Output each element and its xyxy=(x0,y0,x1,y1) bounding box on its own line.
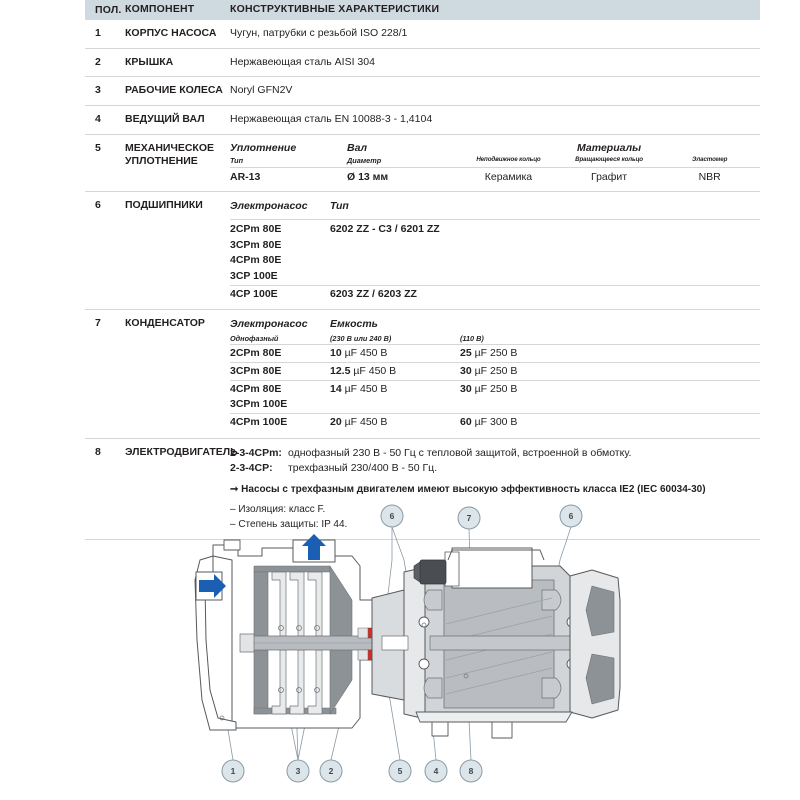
bearings-type-value: 6202 ZZ - C3 / 6201 ZZ xyxy=(330,219,760,285)
capacitor-230v-value xyxy=(330,345,460,363)
table-row-bearings xyxy=(85,192,760,310)
capacitor-230v-number: 14 xyxy=(330,382,342,395)
callout-bottom-8 xyxy=(460,760,482,782)
pump-cross-section-drawing xyxy=(0,485,800,800)
motor-line-2 xyxy=(230,461,760,476)
seal-col-seal: Уплотнение xyxy=(230,141,297,154)
capacitor-model: 4CPm 100E xyxy=(230,413,330,430)
capacitor-230v-number: 20 xyxy=(330,415,342,428)
capacitor-model: 4CPm 80E xyxy=(230,380,330,397)
motor-text-1phase: однофазный 230 В - 50 Гц с тепловой защитой, встроенной в обмотку. xyxy=(288,446,632,459)
capacitor-110v-value xyxy=(460,413,760,430)
capacitor-col-pump: Электронасос xyxy=(230,318,308,331)
table-row xyxy=(85,106,760,135)
motor-assembly xyxy=(414,548,620,738)
row-desc: Noryl GFN2V xyxy=(230,84,293,97)
callout-label: 6 xyxy=(568,511,574,521)
row-pos: 6 xyxy=(95,199,101,212)
callout-top-6b xyxy=(560,505,582,527)
row-desc: Нержавеющая сталь AISI 304 xyxy=(230,55,375,68)
capacitor-230v-number: 10 xyxy=(330,347,342,360)
motor-protection: – Степень защиты: IP 44. xyxy=(230,519,348,531)
capacitor-110v-number: 25 xyxy=(460,347,472,360)
seal-col-shaft: Вал xyxy=(346,141,368,154)
table-row xyxy=(85,49,760,78)
row-pos: 4 xyxy=(95,112,101,125)
row-pos: 3 xyxy=(95,84,101,97)
motor-bracket xyxy=(372,566,430,720)
seal-sub-elastomer: Эластомер xyxy=(692,156,728,164)
row-component: РАБОЧИЕ КОЛЕСА xyxy=(125,84,223,97)
bearings-subtable xyxy=(230,199,760,302)
callout-label: 2 xyxy=(328,766,334,776)
capacitor-model: 3CPm 80E xyxy=(230,362,330,380)
row-desc: Нержавеющая сталь EN 10088-3 - 1,4104 xyxy=(230,112,433,125)
seal-value-fixed: Керамика xyxy=(484,170,533,183)
row-component: ПОДШИПНИКИ xyxy=(125,199,203,212)
seal-sub-type: Тип xyxy=(230,156,244,166)
capacitor-110v-value xyxy=(460,345,760,363)
table-row xyxy=(85,77,760,106)
callout-bottom-3 xyxy=(287,760,309,782)
row-component: КОРПУС НАСОСА xyxy=(125,27,217,39)
seal-col-materials: Материалы xyxy=(577,141,642,154)
bearings-type-value: 6203 ZZ / 6203 ZZ xyxy=(330,285,760,302)
capacitor-110v-value xyxy=(460,380,760,413)
capacitor-230v-unit: µF 450 В xyxy=(341,382,388,395)
row-pos: 5 xyxy=(95,141,101,154)
seal-value-rotating: Графит xyxy=(590,170,628,183)
seal-sub-rotating-ring: Вращающееся кольцо xyxy=(575,156,643,164)
row-pos: 8 xyxy=(95,445,101,458)
capacitor-110v-number: 30 xyxy=(460,382,472,395)
bearings-model: 4CP 100E xyxy=(230,285,330,302)
callout-bottom-4 xyxy=(425,760,447,782)
capacitor-sub-phase: Однофазный xyxy=(230,333,279,343)
capacitor-110v-number: 60 xyxy=(460,415,472,428)
capacitor-110v-unit: µF 250 В xyxy=(471,382,518,395)
row-component: ВЕДУЩИЙ ВАЛ xyxy=(125,112,205,125)
callout-label: 7 xyxy=(466,513,472,523)
capacitor-sub-110v: (110 В) xyxy=(460,333,484,343)
specifications-table xyxy=(85,0,760,540)
row-component: МЕХАНИЧЕСКОЕ УПЛОТНЕНИЕ xyxy=(125,141,215,167)
motor-line-1 xyxy=(230,446,760,461)
capacitor-110v-unit: µF 300 В xyxy=(471,415,518,428)
row-component: КОНДЕНСАТОР xyxy=(125,317,205,330)
seal-subtable xyxy=(230,142,760,185)
bearings-model: 2CPm 80E xyxy=(230,219,330,237)
capacitor-230v-unit: µF 450 В xyxy=(350,364,397,377)
callout-label: 1 xyxy=(230,766,236,776)
table-row-capacitor xyxy=(85,310,760,438)
drawing-body xyxy=(195,527,620,760)
row-pos: 7 xyxy=(95,317,101,330)
capacitor-230v-value xyxy=(330,380,460,413)
callout-top-6a xyxy=(381,505,403,527)
capacitor-model: 2CPm 80E xyxy=(230,345,330,363)
motor-text-3phase: трехфазный 230/400 В - 50 Гц. xyxy=(288,461,438,474)
bearings-model: 4CPm 80E xyxy=(230,254,282,267)
row-component: КРЫШКА xyxy=(125,55,174,68)
bearings-col-pump: Электронасос xyxy=(230,200,308,213)
callout-label: 4 xyxy=(433,766,439,776)
callout-label: 5 xyxy=(397,766,403,776)
callout-label: 3 xyxy=(295,766,301,776)
capacitor-230v-number: 12.5 xyxy=(330,364,351,377)
seal-sub-fixed-ring: Неподвижное кольцо xyxy=(476,156,541,164)
capacitor-110v-unit: µF 250 В xyxy=(471,364,518,377)
callout-bottom-1 xyxy=(222,760,244,782)
seal-value-diameter: Ø 13 мм xyxy=(346,170,389,183)
callout-label: 8 xyxy=(468,766,474,776)
callout-top-7 xyxy=(458,507,480,529)
capacitor-230v-value xyxy=(330,362,460,380)
capacitor-230v-unit: µF 450 В xyxy=(341,347,388,360)
seal-value-type: AR-13 xyxy=(230,170,261,183)
row-component: ЭЛЕКТРОДВИГАТЕЛЬ xyxy=(125,445,238,458)
callout-bottom-5 xyxy=(389,760,411,782)
header-component: КОМПОНЕНТ xyxy=(125,3,195,16)
row-pos: 2 xyxy=(95,55,101,68)
header-characteristics: КОНСТРУКТИВНЫЕ ХАРАКТЕРИСТИКИ xyxy=(230,3,440,16)
motor-insulation: – Изоляция: класс F. xyxy=(230,504,326,516)
capacitor-col-capacity: Емкость xyxy=(330,318,378,331)
capacitor-model: 3CPm 100E xyxy=(230,398,288,411)
arrow-right-icon: ➞ xyxy=(230,483,239,495)
row-desc: Чугун, патрубки с резьбой ISO 228/1 xyxy=(230,27,408,39)
capacitor-230v-value xyxy=(330,413,460,430)
header-pos: ПОЛ. xyxy=(95,4,122,16)
callout-label: 6 xyxy=(389,511,395,521)
table-row xyxy=(85,20,760,49)
seal-value-elastomer: NBR xyxy=(698,170,721,183)
callout-bottom-2 xyxy=(320,760,342,782)
motor-note-text: Насосы с трехфазным двигателем имеют высокую эффективность класса IE2 (IEC 60034-30) xyxy=(241,483,706,495)
capacitor-110v-unit: µF 250 В xyxy=(471,347,518,360)
motor-tag-1phase: 2-3-4CPm: xyxy=(230,446,282,459)
table-header-row xyxy=(85,0,760,20)
capacitor-230v-unit: µF 450 В xyxy=(341,415,388,428)
bearings-model: 3CP 100E xyxy=(230,269,278,282)
row-pos: 1 xyxy=(95,27,101,39)
bearings-model: 3CPm 80E xyxy=(230,238,282,251)
bearings-col-type: Тип xyxy=(330,200,349,213)
capacitor-subtable xyxy=(230,317,760,430)
seal-sub-diameter: Диаметр xyxy=(346,156,382,166)
table-row-mechanical-seal xyxy=(85,135,760,193)
capacitor-110v-value xyxy=(460,362,760,380)
pump-housing xyxy=(195,540,372,730)
capacitor-sub-230v: (230 В или 240 В) xyxy=(330,333,392,343)
capacitor-110v-number: 30 xyxy=(460,364,472,377)
motor-tag-3phase: 2-3-4CP: xyxy=(230,461,273,474)
